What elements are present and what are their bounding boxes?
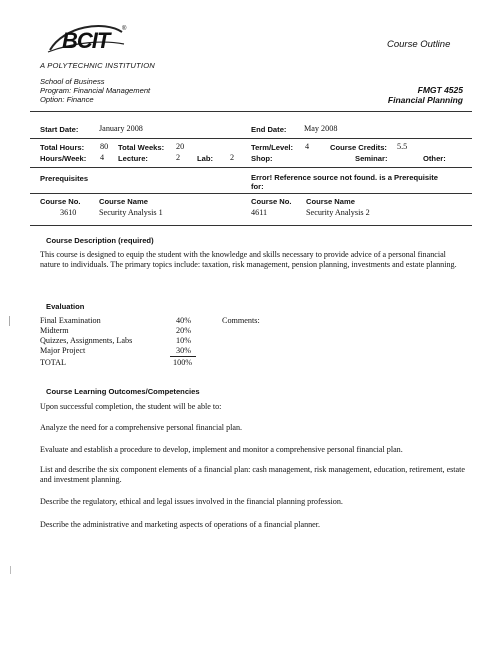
lecture-label: Lecture: xyxy=(118,154,148,163)
prereq-right-course-no: 4611 xyxy=(251,208,268,217)
prereq-right-col-name: Course Name xyxy=(306,197,355,206)
outcomes-intro: Upon successful completion, the student will be able to: xyxy=(40,402,222,411)
eval-pct-project: 30% xyxy=(176,346,192,355)
shop-label: Shop: xyxy=(251,154,273,163)
prereq-left-col-name: Course Name xyxy=(99,197,148,206)
hours-week-label: Hours/Week: xyxy=(40,154,87,163)
total-hours-label: Total Hours: xyxy=(40,143,85,152)
divider-prereq-header xyxy=(30,193,472,194)
option-name: Option: Finance xyxy=(40,95,94,104)
doc-type: Course Outline xyxy=(387,39,451,50)
prerequisite-error-text: Error! Reference source not found. is a Prerequisite for: xyxy=(251,173,438,191)
prereq-left-course-no: 3610 xyxy=(60,208,77,217)
term-level-label: Term/Level: xyxy=(251,143,294,152)
outcomes-heading: Course Learning Outcomes/Competencies xyxy=(46,387,200,396)
seminar-label: Seminar: xyxy=(355,154,388,163)
outcome-item-4: Describe the regulatory, ethical and legal issues involved in the financial planning profession. xyxy=(40,497,343,506)
eval-item-midterm: Midterm xyxy=(40,326,69,335)
bcit-logo xyxy=(44,22,128,56)
term-level-value: 4 xyxy=(305,142,310,151)
lecture-value: 2 xyxy=(176,153,181,162)
eval-item-final: Final Examination xyxy=(40,316,101,325)
prereq-left-course-name: Security Analysis 1 xyxy=(99,208,163,217)
eval-total-rule xyxy=(170,356,196,357)
eval-pct-final: 40% xyxy=(176,316,192,325)
eval-pct-quizzes: 10% xyxy=(176,336,192,345)
program-name: Program: Financial Management xyxy=(40,86,151,95)
hours-week-value: 4 xyxy=(100,153,105,162)
logo-text: BCIT xyxy=(62,28,110,53)
start-date-label: Start Date: xyxy=(40,125,79,134)
eval-total-pct: 100% xyxy=(173,358,193,367)
scan-mark-left-2 xyxy=(10,566,11,574)
total-hours-value: 80 xyxy=(100,142,109,151)
total-weeks-value: 20 xyxy=(176,142,185,151)
eval-comments-label: Comments: xyxy=(222,316,260,325)
logo-tagline: A POLYTECHNIC INSTITUTION xyxy=(40,61,155,70)
eval-total-label: TOTAL xyxy=(40,358,67,367)
logo-registered-mark: ® xyxy=(122,26,127,32)
course-credits-label: Course Credits: xyxy=(330,143,387,152)
prerequisites-label: Prerequisites xyxy=(40,174,89,183)
divider-hours xyxy=(30,167,472,168)
description-text: This course is designed to equip the student with the knowledge and skills necessary to provide advice of a personal financial nature to individuals. The primary topics include: taxation, risk management, pension planning, investments and estate planning. xyxy=(40,250,457,269)
prereq-right-col-no: Course No. xyxy=(251,197,292,206)
eval-pct-midterm: 20% xyxy=(176,326,192,335)
divider-prereq-bottom xyxy=(30,225,472,226)
total-weeks-label: Total Weeks: xyxy=(118,143,165,152)
end-date-label: End Date: xyxy=(251,125,287,134)
other-label: Other: xyxy=(423,154,446,163)
eval-item-quizzes: Quizzes, Assignments, Labs xyxy=(40,336,133,345)
scan-mark-left-1 xyxy=(9,316,10,326)
lab-value: 2 xyxy=(230,153,235,162)
evaluation-heading: Evaluation xyxy=(46,302,85,311)
prereq-right-course-name: Security Analysis 2 xyxy=(306,208,370,217)
course-code: FMGT 4525 xyxy=(417,85,463,95)
course-title: Financial Planning xyxy=(387,95,463,105)
outcome-item-1: Analyze the need for a comprehensive personal financial plan. xyxy=(40,423,243,432)
outcome-item-2: Evaluate and establish a procedure to develop, implement and monitor a comprehensive personal financial plan. xyxy=(40,445,403,454)
description-heading: Course Description (required) xyxy=(46,236,154,245)
school-name: School of Business xyxy=(40,77,105,86)
prereq-left-col-no: Course No. xyxy=(40,197,81,206)
outcome-item-5: Describe the administrative and marketing aspects of operations of a financial planner. xyxy=(40,520,321,529)
start-date-value: January 2008 xyxy=(99,124,143,133)
divider-dates xyxy=(30,138,472,139)
lab-label: Lab: xyxy=(197,154,214,163)
outcome-item-3: List and describe the six component elements of a financial plan: cash management, risk management, education, retirement, estate and investment planning. xyxy=(40,465,465,484)
divider-top xyxy=(30,111,472,112)
course-credits-value: 5.5 xyxy=(397,142,408,151)
eval-item-project: Major Project xyxy=(40,346,86,355)
end-date-value: May 2008 xyxy=(304,124,338,133)
